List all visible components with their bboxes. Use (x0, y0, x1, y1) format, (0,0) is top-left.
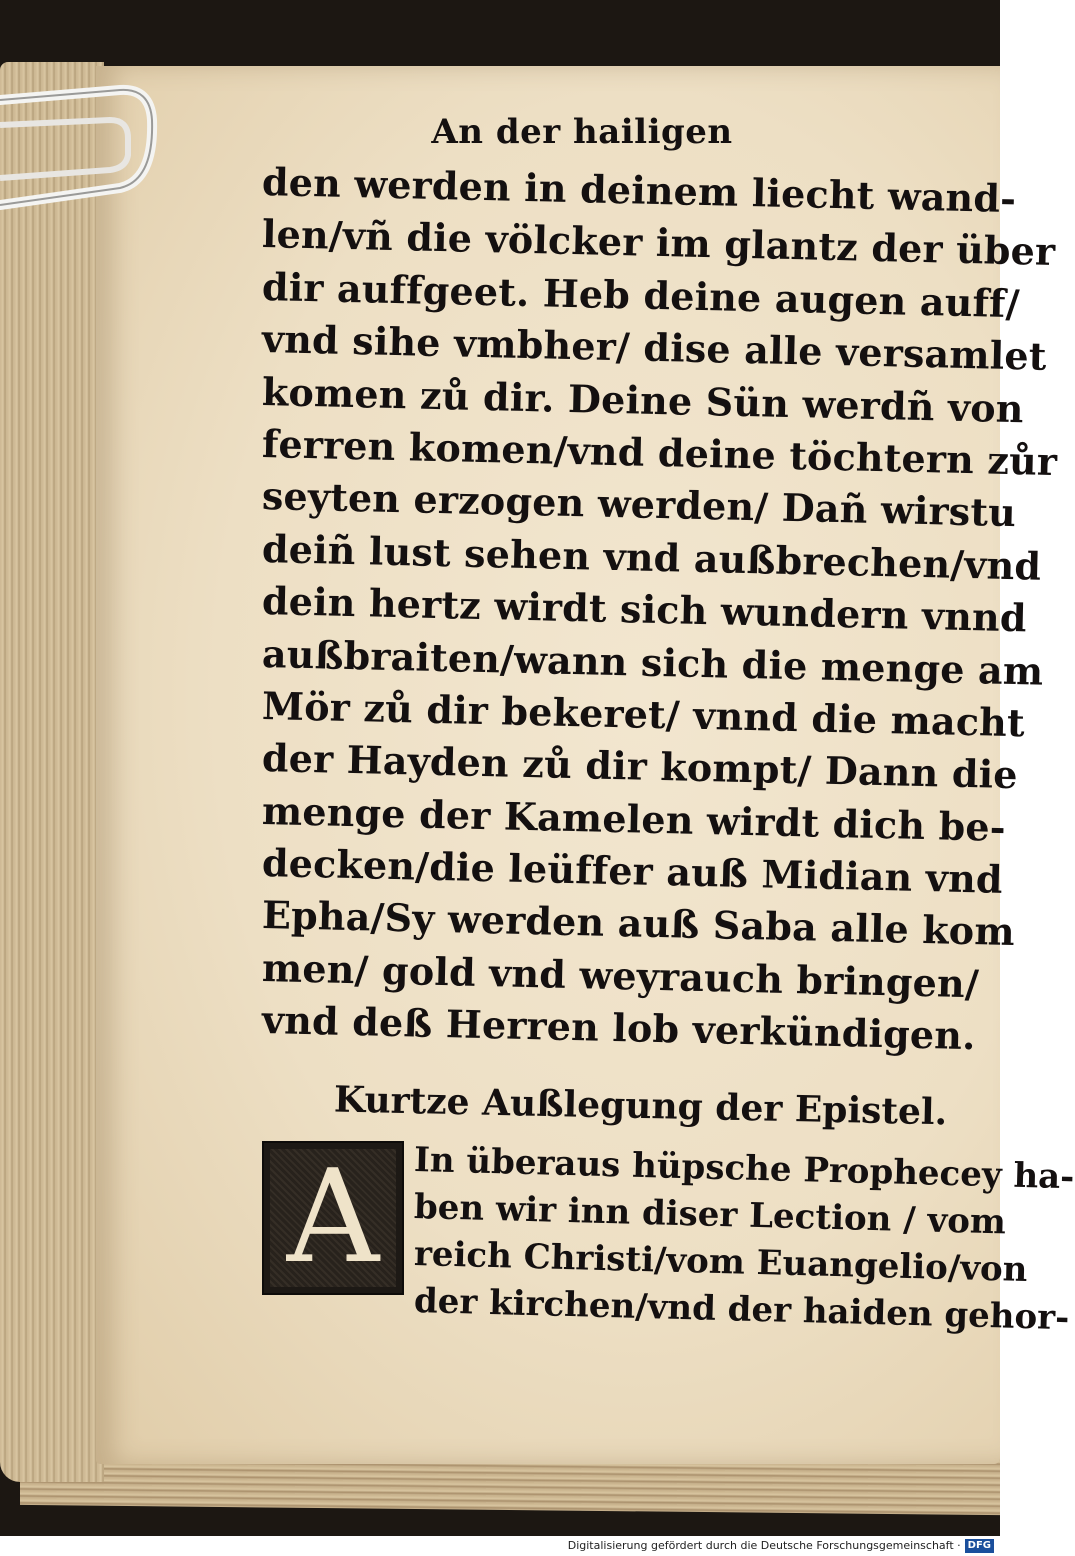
digitization-credit (0, 1536, 1000, 1556)
page-text (261, 108, 1075, 1338)
text-line: deiñ lust sehen vnd außbrechen/vnd (261, 525, 1042, 589)
text-line: vnd deß Herren lob verkündigen. (261, 997, 977, 1059)
text-line: len/vñ die völcker im glantz der über (261, 211, 1056, 275)
text-line: reich Christi/vom Euangelio/von (413, 1233, 1028, 1290)
text-line: decken/die leüffer auß Midian vnd (261, 840, 1004, 902)
credit-text: Digitalisierung gefördert durch die Deutsche Forschungsgemeinschaft · (567, 1539, 961, 1552)
text-line: ben wir inn diser Lection / vom (413, 1186, 1007, 1243)
text-line: menge der Kamelen wirdt dich be- (261, 787, 1007, 850)
drop-cap-letter: A (286, 1142, 380, 1292)
text-line: außbraiten/wann sich die menge am (261, 630, 1044, 694)
text-line: der Hayden zů dir kompt/ Dann die (261, 735, 1019, 798)
text-line: dir auffgeet. Heb deine augen auff/ (261, 263, 1021, 326)
body-text (261, 156, 1058, 1059)
text-line: den werden in deinem liecht wand- (261, 159, 1017, 222)
initial-paragraph (262, 1137, 1075, 1338)
text-line: komen zů dir. Deine Sün werdñ von (261, 368, 1025, 431)
text-line: men/ gold vnd weyrauch bringen/ (261, 944, 980, 1007)
page-edges-left (0, 62, 104, 1482)
text-line: seyten erzogen werden/ Dañ wirstu (261, 473, 1017, 536)
text-line: dein hertz wirdt sich wundern vnnd (261, 578, 1028, 641)
paper-clip-icon (0, 70, 160, 210)
text-line: ferren komen/vnd deine töchtern zůr (261, 420, 1058, 484)
text-line: Epha/Sy werden auß Saba alle kom (261, 892, 1016, 955)
running-head: An der hailigen (431, 112, 733, 152)
text-line: vnd sihe vmbher/ dise alle versamlet (261, 316, 1048, 379)
text-line: Mör zů dir bekeret/ vnnd die macht (261, 682, 1026, 746)
text-line: der kirchen/vnd der haiden gehor- (413, 1280, 1070, 1338)
section-heading: Kurtze Außlegung der Epistel. (333, 1078, 948, 1133)
text-line: In überaus hüpsche Prophecey ha- (413, 1139, 1075, 1197)
initial-paragraph-lines (413, 1137, 1075, 1338)
dfg-logo: DFG (965, 1539, 994, 1553)
drop-cap-initial (262, 1141, 404, 1295)
